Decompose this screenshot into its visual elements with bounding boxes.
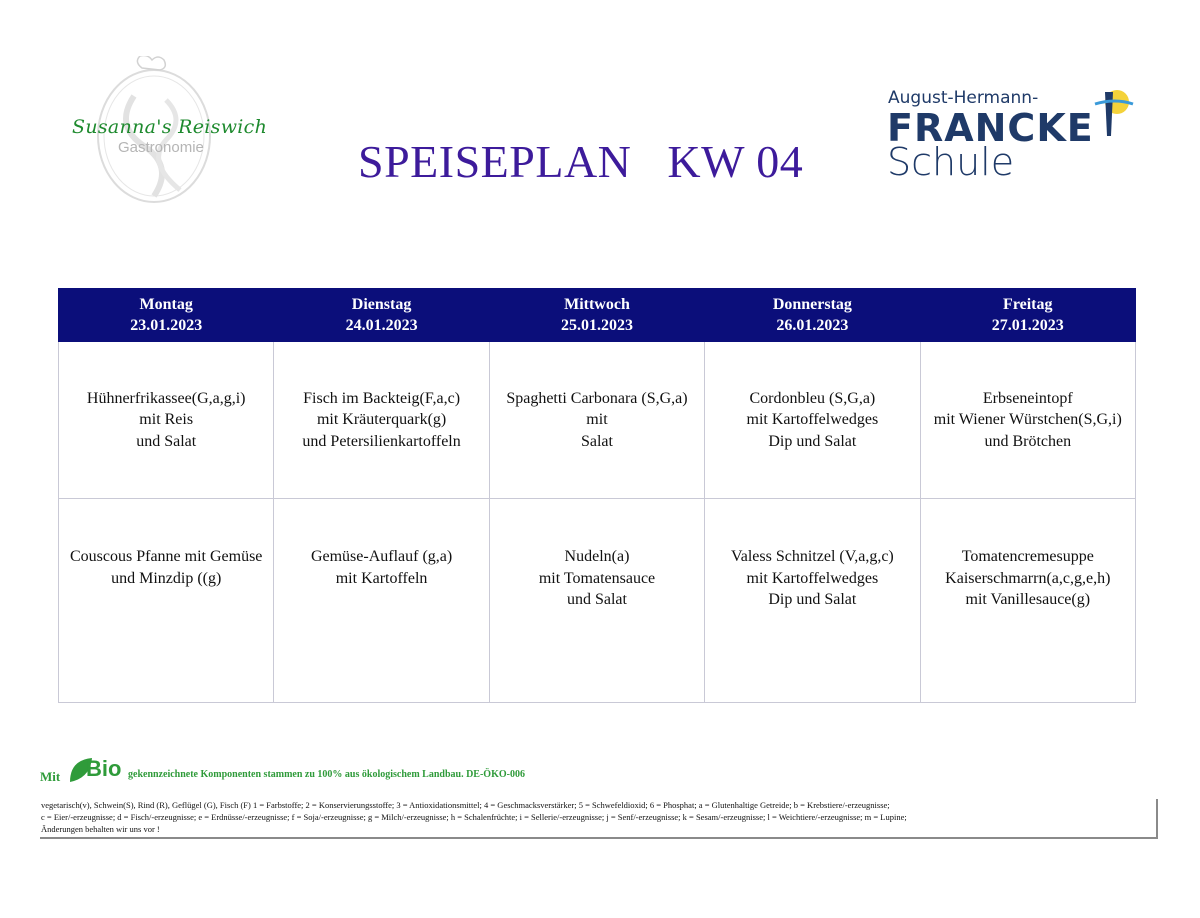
menu-line: Kaiserschmarrn(a,c,g,e,h) xyxy=(945,569,1111,587)
day-date: 25.01.2023 xyxy=(560,317,633,334)
menu-cell xyxy=(705,342,920,499)
menu-line: Salat xyxy=(580,432,613,450)
menu-line: Couscous Pfanne mit Gemüse xyxy=(69,548,263,565)
cross-sun-icon xyxy=(1087,88,1135,140)
day-date: 24.01.2023 xyxy=(345,317,418,334)
day-header-thursday xyxy=(705,289,920,342)
day-date: 23.01.2023 xyxy=(130,317,203,334)
menu-cell xyxy=(59,342,274,499)
bio-statement: gekennzeichnete Komponenten stammen zu 100% aus ökologischem Landbau. DE-ÖKO-006 xyxy=(128,769,525,780)
menu-row-2 xyxy=(59,499,1136,703)
bio-leaf-icon xyxy=(66,754,126,784)
menu-line: und Salat xyxy=(136,432,197,450)
menu-line: Dip und Salat xyxy=(768,432,857,450)
menu-line: mit Kräuterquark(g) xyxy=(316,411,447,429)
menu-line: Nudeln(a) xyxy=(564,548,630,565)
caterer-brand-subtitle: Gastronomie xyxy=(118,139,204,156)
menu-line: Gemüse-Auflauf (g,a) xyxy=(310,548,453,565)
day-name: Montag xyxy=(139,296,193,313)
menu-line: Hühnerfrikassee(G,a,g,i) xyxy=(86,389,246,407)
menu-cell xyxy=(920,342,1135,499)
day-header-monday xyxy=(59,289,274,342)
menu-line: mit Tomatensauce xyxy=(538,569,656,587)
school-name-line1: August-Hermann- xyxy=(888,88,1039,108)
menu-line: Dip und Salat xyxy=(768,591,857,608)
menu-line: und Brötchen xyxy=(984,432,1072,450)
legend-line: vegetarisch(v), Schwein(S), Rind (R), Geflügel (G), Fisch (F) 1 = Farbstoffe; 2 = Konservierungsstoffe; 3 = Antioxidationsmittel; 4 = Geschmacksverstärker; 5 = Schwefeldioxid; 6 = Phosphat; a = Glutenhaltige Getreide; b = Krebstiere/-erzeugnisse; xyxy=(41,800,890,810)
day-header-friday xyxy=(920,289,1135,342)
menu-line: Erbseneintopf xyxy=(982,389,1073,407)
legend-line: Änderungen behalten wir uns vor ! xyxy=(41,824,160,834)
menu-line: Fisch im Backteig(F,a,c) xyxy=(303,389,461,407)
menu-line: und Petersilienkartoffeln xyxy=(302,432,461,450)
day-date: 27.01.2023 xyxy=(991,317,1064,334)
menu-cell xyxy=(705,499,920,703)
day-header-row xyxy=(59,289,1136,342)
school-name-line3: Schule xyxy=(887,140,1015,184)
menu-cell xyxy=(920,499,1135,703)
menu-line: Spaghetti Carbonara (S,G,a) xyxy=(506,389,688,407)
menu-line: mit Vanillesauce(g) xyxy=(965,591,1091,608)
menu-line: und Minzdip ((g) xyxy=(111,569,222,587)
bio-logo-text: Bio xyxy=(86,756,122,781)
caterer-logo xyxy=(62,52,268,212)
menu-line: mit Kartoffelwedges xyxy=(746,569,879,587)
menu-line: Valess Schnitzel (V,a,g,c) xyxy=(730,548,894,565)
menu-cell xyxy=(489,342,704,499)
menu-line: Cordonbleu (S,G,a) xyxy=(749,389,876,407)
menu-cell xyxy=(274,342,489,499)
day-header-wednesday xyxy=(489,289,704,342)
menu-cell xyxy=(274,499,489,703)
menu-table xyxy=(58,288,1136,703)
caterer-brand-name: Susanna's Reiswich xyxy=(72,116,268,138)
menu-line: mit Wiener Würstchen(S,G,i) xyxy=(933,411,1122,429)
page-title: SPEISEPLAN KW 04 xyxy=(358,136,804,187)
menu-line: mit Kartoffelwedges xyxy=(746,411,879,429)
school-logo xyxy=(885,88,1145,188)
menu-line: mit Kartoffeln xyxy=(335,569,428,587)
bio-notice xyxy=(40,754,740,788)
menu-row-1 xyxy=(59,342,1136,499)
bio-prefix: Mit xyxy=(40,769,61,784)
day-name: Freitag xyxy=(1003,296,1053,313)
day-header-tuesday xyxy=(274,289,489,342)
day-name: Mittwoch xyxy=(564,296,630,313)
menu-line: mit xyxy=(586,411,608,429)
menu-line: und Salat xyxy=(566,591,627,608)
school-name-line2: FRANCKE xyxy=(887,106,1094,150)
day-date: 26.01.2023 xyxy=(776,317,849,334)
menu-cell xyxy=(59,499,274,703)
allergen-legend xyxy=(40,799,1158,839)
menu-line: mit Reis xyxy=(139,411,194,429)
day-name: Donnerstag xyxy=(772,296,852,313)
menu-cell xyxy=(489,499,704,703)
day-name: Dienstag xyxy=(351,296,412,313)
menu-line: Tomatencremesuppe xyxy=(961,548,1094,565)
legend-line: c = Eier/-erzeugnisse; d = Fisch/-erzeugnisse; e = Erdnüsse/-erzeugnisse; f = Soja/-erzeugnisse; g = Milch/-erzeugnisse; h = Schalenfrüchte; i = Sellerie/-erzeugnisse; j = Senf/-erzeugnisse; k = Sesam/-erzeugnisse; l = Weichtiere/-erzeugnisse; m = Lupine; xyxy=(41,812,907,822)
